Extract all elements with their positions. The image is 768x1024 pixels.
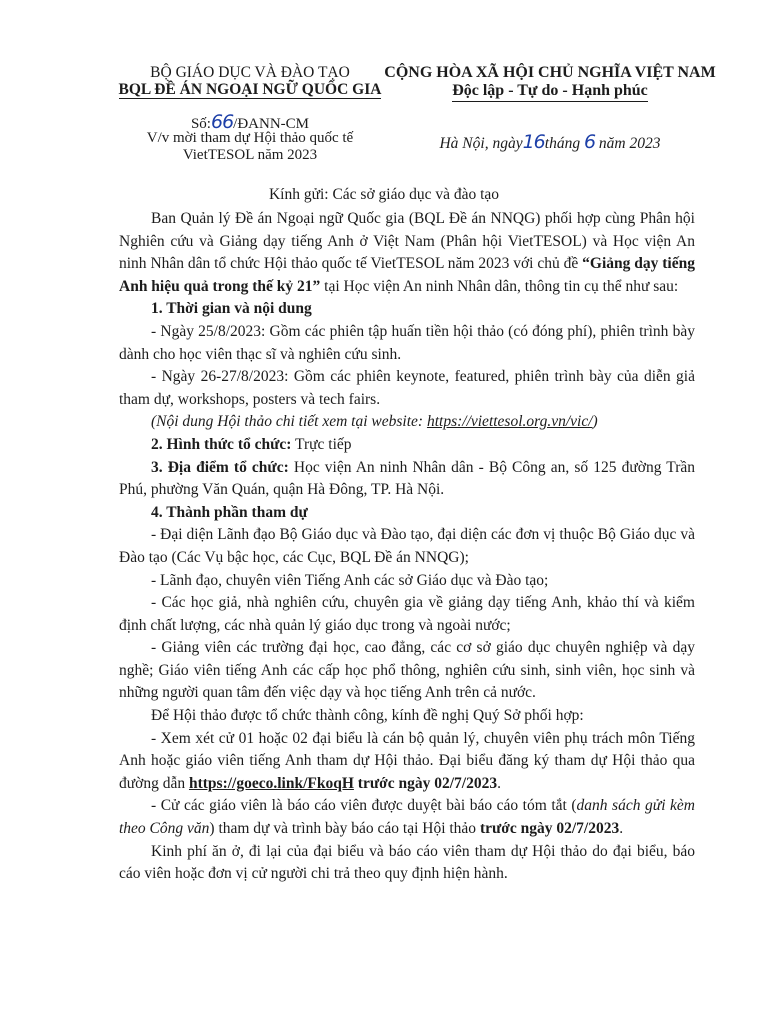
subject-line-1: V/v mời tham dự Hội thảo quốc tế: [146, 130, 354, 146]
section-1-item-2: - Ngày 26-27/8/2023: Gồm các phiên keynote, featured, phiên trình bày của diễn giả tham dự, workshops, posters và tech fairs.: [119, 368, 695, 408]
intro-text: Ban Quản lý Đề án Ngoại ngữ Quốc gia (BQL Đề án NNQG) phối hợp cùng Phân hội Nghiên cứu và Giảng dạy tiếng Anh ở Việt Nam (Phân hội VietTESOL) và Học viện An ninh Nhân dân tổ chức Hội thảo quốc tế VietTESOL năm 2023 với chủ đề: [119, 210, 695, 273]
date-month-handwritten: 6: [583, 131, 596, 153]
issuing-agency-block: [100, 64, 400, 99]
section-4-item: - Các học giả, nhà nghiên cứu, chuyên gia về giảng dạy tiếng Anh, khảo thí và kiểm định chất lượng, các nhà quản lý giáo dục trong và ngoài nước;: [119, 594, 695, 634]
section-3-value: Học viện An ninh Nhân dân - Bộ Công an, số 125 đường Trần Phú, phường Văn Quán, quận Hà Đông, TP. Hà Nội.: [119, 458, 695, 499]
request-item-2-text: - Cử các giáo viên là báo cáo viên được duyệt bài báo cáo tóm tắt (: [151, 797, 577, 815]
document-number-prefix: Số:: [190, 116, 211, 132]
section-3: [119, 457, 695, 502]
section-2-value: Trực tiếp: [291, 435, 352, 453]
country-name: CỘNG HÒA XÃ HỘI CHỦ NGHĨA VIỆT NAM: [384, 64, 716, 81]
request-item-2-end: .: [619, 820, 624, 838]
greeting: Kính gửi: Các sở giáo dục và đào tạo: [268, 186, 500, 203]
section-4-item: - Giảng viên các trường đại học, cao đẳng, các cơ sở giáo dục chuyên nghiệp và dạy nghề; Giáo viên tiếng Anh các cấp học phổ thông, nghiên cứu sinh, sinh viên, học sinh và những người quan tâm đến việc dạy và học tiếng Anh trên cả nước.: [119, 639, 695, 702]
conference-theme: “Giảng dạy tiếng Anh hiệu quả trong thế kỷ 21”: [119, 255, 695, 295]
section-1-item-1: - Ngày 25/8/2023: Gồm các phiên tập huấn tiền hội thảo (có đóng phí), phiên trình bày dành cho học viên thạc sĩ và nghiên cứu sinh.: [119, 322, 695, 363]
section-4-heading: 4. Thành phần tham dự: [151, 503, 308, 521]
registration-deadline: trước ngày 02/7/2023: [353, 774, 498, 792]
section-2: [119, 434, 695, 457]
request-item-2-text-cont: ) tham dự và trình bày báo cáo tại Hội thảo: [209, 820, 480, 838]
document-number-handwritten: 66: [210, 111, 234, 133]
request-item-1-text: - Xem xét cử 01 hoặc 02 đại biểu là cán bộ quản lý, chuyên viên phụ trách môn Tiếng Anh hoặc giáo viên tiếng Anh tham dự Hội thảo. Đại biểu đăng ký tham dự Hội thảo qua đường dẫn: [119, 729, 695, 792]
date-year: năm 2023: [598, 135, 661, 152]
request-item-2: [119, 795, 695, 840]
date-place: Hà Nội, ngày: [439, 135, 523, 152]
request-item-1-end: .: [497, 774, 501, 792]
presenter-deadline: trước ngày 02/7/2023: [479, 820, 620, 838]
section-1-note: [119, 411, 695, 434]
request-intro: Để Hội thảo được tổ chức thành công, kính đề nghị Quý Sở phối hợp:: [151, 707, 584, 725]
section-3-heading: 3. Địa điểm tổ chức:: [151, 458, 289, 476]
subject-line-2: VietTESOL năm 2023: [182, 147, 318, 163]
letter-body: [119, 208, 695, 886]
funding-paragraph: Kinh phí ăn ở, đi lại của đại biểu và báo cáo viên tham dự Hội thảo do đại biểu, báo cáo viên hoặc đơn vị cử người chi trả theo quy định hiện hành.: [119, 842, 695, 883]
section-4-item: - Lãnh đạo, chuyên viên Tiếng Anh các sở Giáo dục và Đào tạo;: [151, 571, 549, 589]
attachment-note: danh sách gửi kèm theo Công văn: [119, 797, 695, 838]
registration-link[interactable]: https://goeco.link/FkoqH: [188, 774, 354, 792]
section-2-heading: 2. Hình thức tổ chức:: [151, 435, 292, 453]
document-number-suffix: /ĐANN-CM: [233, 116, 310, 132]
national-motto: Độc lập - Tự do - Hạnh phúc: [452, 82, 648, 102]
note-suffix: ): [592, 413, 598, 431]
national-title-block: [380, 64, 720, 102]
request-item-1: [119, 728, 695, 796]
date-day-handwritten: 16: [522, 131, 545, 153]
intro-paragraph: [119, 208, 695, 298]
document-subject: [100, 130, 400, 164]
document-date: [380, 131, 720, 153]
intro-text-end: tại Học viện An ninh Nhân dân, thông tin cụ thể như sau:: [320, 277, 679, 295]
note-prefix: (Nội dung Hội thảo chi tiết xem tại website:: [151, 413, 427, 431]
agency-name: BQL ĐỀ ÁN NGOẠI NGỮ QUỐC GIA: [118, 81, 382, 98]
section-4-item: - Đại diện Lãnh đạo Bộ Giáo dục và Đào tạo, đại diện các đơn vị thuộc Bộ Giáo dục và Đào tạo (Các Vụ bậc học, các Cục, BQL Đề án NNQG);: [119, 526, 695, 566]
date-month-label: tháng: [544, 135, 581, 152]
website-link[interactable]: https://viettesol.org.vn/vic/: [426, 413, 593, 431]
section-1-heading: 1. Thời gian và nội dung: [151, 300, 312, 318]
ministry-name: BỘ GIÁO DỤC VÀ ĐÀO TẠO: [150, 64, 350, 81]
